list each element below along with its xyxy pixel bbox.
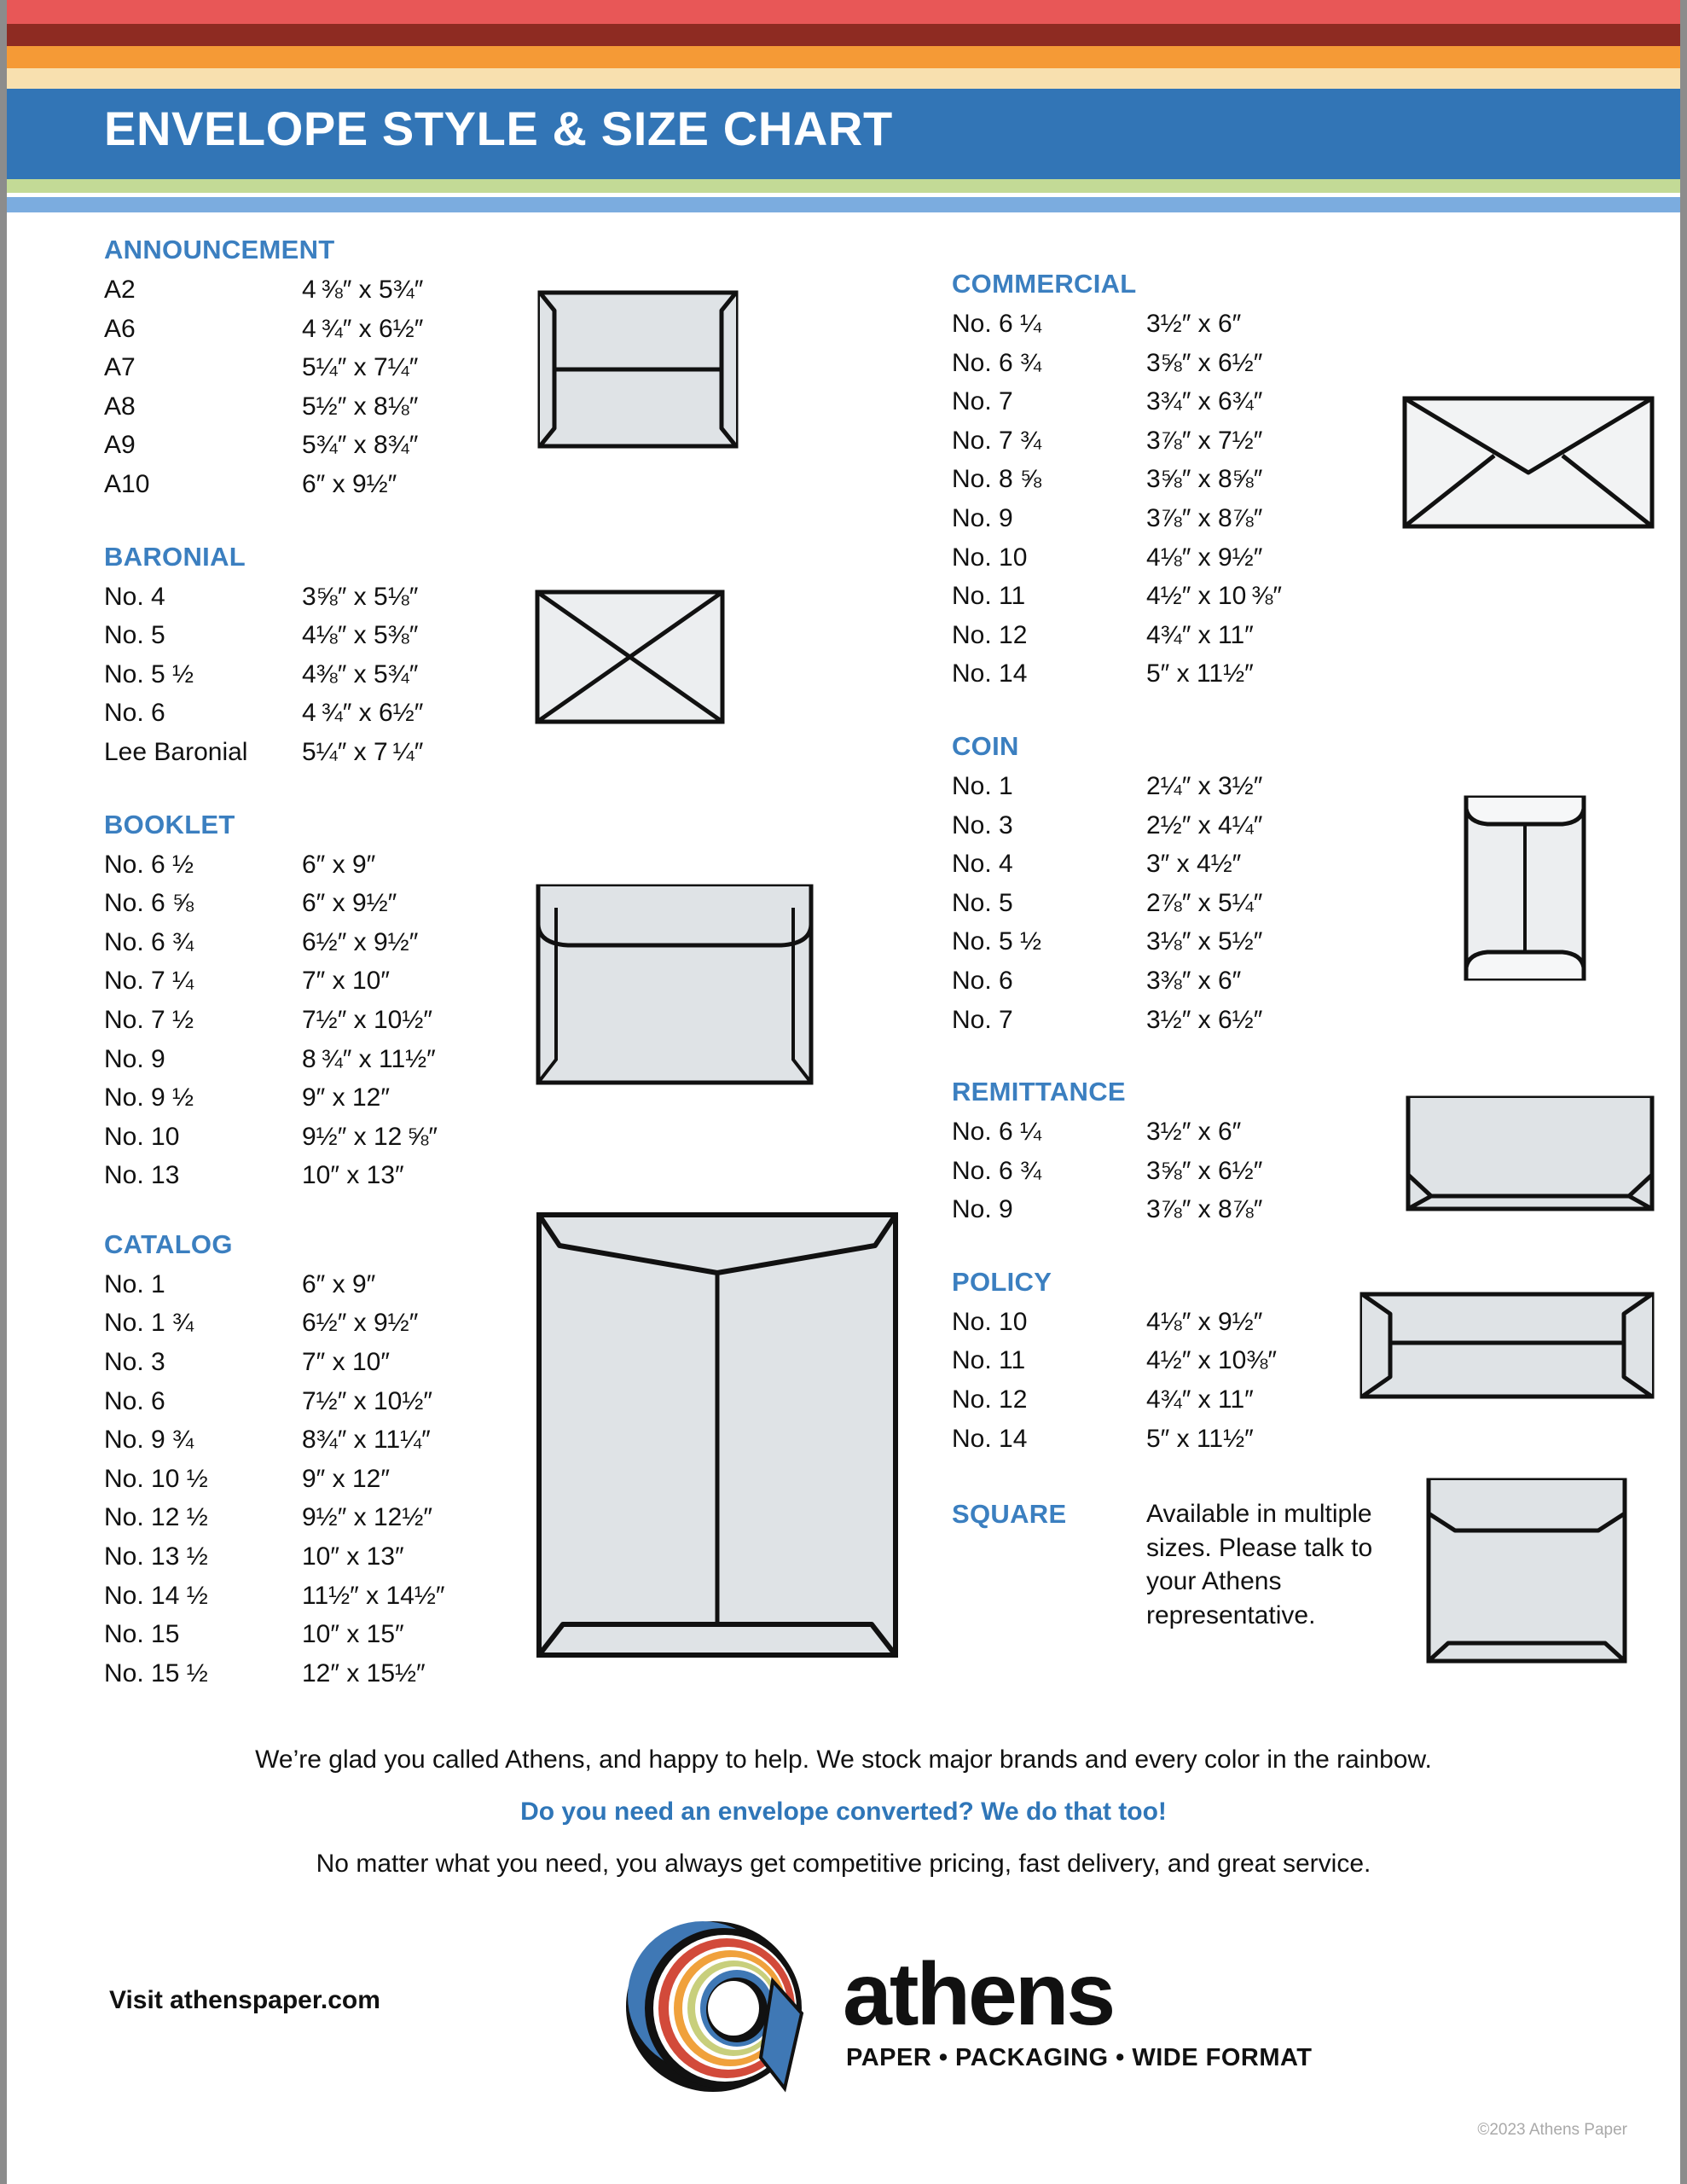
envelope-name: No. 13 ½: [104, 1542, 208, 1571]
table-row: [104, 1118, 838, 1157]
athens-logo: [619, 1916, 1313, 2100]
envelope-size: 5½″ x 8⅛″: [302, 392, 419, 421]
envelope-name: No. 7: [952, 387, 1013, 416]
envelope-name: No. 8 ⅝: [952, 465, 1042, 494]
envelope-name: A6: [104, 314, 136, 343]
envelope-name: No. 10: [952, 1307, 1028, 1336]
envelope-size: 7″ x 10″: [302, 967, 390, 996]
envelope-name: No. 7 ¾: [952, 426, 1042, 455]
table-row: [104, 1156, 838, 1195]
envelope-name: No. 10: [104, 1122, 180, 1151]
envelope-name: A8: [104, 392, 136, 421]
envelope-size: 5″ x 11½″: [1146, 659, 1254, 688]
envelope-size: 3⅝″ x 6½″: [1146, 348, 1263, 377]
square-envelope-illustration: [1424, 1476, 1629, 1665]
envelope-size: 3⅞″ x 8⅞″: [1146, 1195, 1263, 1224]
footer-line-3: No matter what you need, you always get competitive pricing, fast delivery, and great service.: [316, 1850, 1371, 1878]
stripe-red: [7, 0, 1680, 24]
table-row: [104, 694, 838, 733]
square-envelope-svg: [1424, 1476, 1629, 1665]
section-title-booklet: BOOKLET: [104, 809, 235, 839]
stripe-maroon: [7, 24, 1680, 46]
page-title: ENVELOPE STYLE & SIZE CHART: [104, 102, 893, 155]
envelope-name: No. 6: [104, 1386, 165, 1415]
section-title-catalog: CATALOG: [104, 1228, 233, 1259]
envelope-name: No. 9: [952, 1195, 1013, 1224]
envelope-name: No. 6 ¾: [952, 1156, 1042, 1185]
envelope-name: No. 14: [952, 1424, 1028, 1453]
envelope-size: 6½″ x 9½″: [302, 927, 419, 956]
baronial-rows: [104, 578, 838, 772]
envelope-name: No. 1: [104, 1269, 165, 1298]
envelope-size: 5″ x 11½″: [1146, 1424, 1254, 1453]
envelope-name: No. 14 ½: [104, 1581, 208, 1610]
envelope-size: 4¾″ x 11″: [1146, 1385, 1254, 1414]
envelope-size: 6″ x 9½″: [302, 889, 397, 918]
envelope-name: No. 1: [952, 771, 1013, 800]
athens-wordmark: athens: [843, 1945, 1114, 2044]
baronial-envelope-illustration: [534, 589, 726, 725]
envelope-size: 8¾″ x 11¼″: [302, 1426, 431, 1455]
envelope-size: 3½″ x 6″: [1146, 1118, 1242, 1147]
table-row: [952, 616, 1668, 655]
envelope-size: 3⅞″ x 8⅞″: [1146, 503, 1263, 532]
envelope-size: 4 ¾″ x 6½″: [302, 699, 424, 728]
table-row: [952, 538, 1668, 578]
policy-envelope-illustration: [1358, 1290, 1656, 1401]
stripe-green: [7, 179, 1680, 193]
catalog-envelope-svg: [534, 1210, 901, 1660]
envelope-size: 9½″ x 12½″: [302, 1503, 433, 1532]
envelope-size: 10″ x 15″: [302, 1620, 404, 1649]
envelope-name: No. 6 ¾: [952, 348, 1042, 377]
envelope-size: 9″ x 12″: [302, 1464, 390, 1493]
envelope-name: No. 6 ½: [104, 850, 194, 879]
table-row: [952, 344, 1668, 383]
envelope-size: 2½″ x 4¼″: [1146, 810, 1263, 839]
envelope-name: No. 3: [952, 810, 1013, 839]
coin-envelope-svg: [1462, 793, 1588, 983]
envelope-size: 10″ x 13″: [302, 1161, 404, 1190]
envelope-name: A10: [104, 469, 150, 498]
envelope-size: 3⅜″ x 6″: [1146, 966, 1242, 995]
envelope-size: 2⅞″ x 5¼″: [1146, 888, 1263, 917]
envelope-name: No. 9: [104, 1044, 165, 1073]
envelope-size: 5¼″ x 7¼″: [302, 353, 419, 382]
announcement-envelope-illustration: [536, 288, 740, 450]
table-row: [104, 616, 838, 655]
envelope-size: 4⅜″ x 5¾″: [302, 659, 419, 688]
envelope-name: No. 12: [952, 620, 1028, 649]
envelope-size: 4⅛″ x 9½″: [1146, 1307, 1263, 1336]
envelope-name: A9: [104, 431, 136, 460]
envelope-name: No. 9: [952, 503, 1013, 532]
envelope-size: 5¼″ x 7 ¼″: [302, 737, 424, 766]
envelope-name: No. 12: [952, 1385, 1028, 1414]
envelope-size: 6″ x 9″: [302, 1269, 376, 1298]
announcement-envelope-svg: [536, 288, 740, 450]
policy-envelope-svg: [1358, 1290, 1656, 1401]
envelope-name: A2: [104, 276, 136, 304]
envelope-size: 11½″ x 14½″: [302, 1581, 445, 1610]
envelope-name: No. 11: [952, 582, 1026, 611]
envelope-name: No. 4: [104, 582, 165, 611]
table-row: [952, 577, 1668, 616]
athens-spiral-logo-icon: [619, 1918, 832, 2099]
footer-line-1: We’re glad you called Athens, and happy to help. We stock major brands and every color in the rainbow.: [255, 1745, 1432, 1774]
envelope-size: 4⅛″ x 5⅜″: [302, 621, 419, 650]
section-title-policy: POLICY: [952, 1266, 1052, 1297]
coin-envelope-illustration: [1462, 793, 1588, 983]
envelope-name: No. 7: [952, 1005, 1013, 1034]
envelope-size: 8 ¾″ x 11½″: [302, 1044, 436, 1073]
booklet-envelope-illustration: [534, 882, 815, 1087]
section-title-square: SQUARE: [952, 1499, 1067, 1530]
envelope-size: 12″ x 15½″: [302, 1658, 426, 1687]
stripe-light-blue: [7, 197, 1680, 212]
envelope-name: No. 5: [104, 621, 165, 650]
envelope-name: No. 7 ¼: [104, 967, 194, 996]
remittance-envelope-svg: [1404, 1094, 1656, 1213]
envelope-name: No. 6 ¾: [104, 927, 194, 956]
envelope-size: 3⅞″ x 7½″: [1146, 426, 1263, 455]
commercial-envelope-svg: [1400, 394, 1656, 531]
envelope-size: 3⅝″ x 8⅝″: [1146, 465, 1263, 494]
envelope-name: No. 15: [104, 1620, 180, 1649]
envelope-size: 10″ x 13″: [302, 1542, 404, 1571]
envelope-size: 4½″ x 10 ⅜″: [1146, 582, 1283, 611]
envelope-name: No. 10 ½: [104, 1464, 208, 1493]
envelope-size: 4 ¾″ x 6½″: [302, 314, 424, 343]
envelope-size: 2¼″ x 3½″: [1146, 771, 1263, 800]
envelope-name: No. 6: [952, 966, 1013, 995]
envelope-size: 4½″ x 10⅜″: [1146, 1346, 1278, 1375]
table-row: [104, 578, 838, 617]
envelope-name: Lee Baronial: [104, 737, 248, 766]
table-row: [104, 733, 838, 772]
table-row: [952, 305, 1668, 344]
envelope-name: No. 11: [952, 1346, 1026, 1375]
envelope-size: 6″ x 9″: [302, 850, 376, 879]
envelope-name: No. 5 ½: [952, 927, 1042, 956]
stripe-cream: [7, 68, 1680, 89]
copyright-notice: ©2023 Athens Paper: [1477, 2121, 1627, 2139]
footer-line-2-highlight: Do you need an envelope converted? We do that too!: [520, 1798, 1167, 1826]
envelope-name: No. 10: [952, 543, 1028, 572]
table-row: [104, 845, 838, 885]
envelope-name: No. 9 ¾: [104, 1426, 194, 1455]
envelope-name: No. 6 ¼: [952, 310, 1042, 338]
envelope-size: 7½″ x 10½″: [302, 1005, 433, 1034]
envelope-name: No. 5: [952, 888, 1013, 917]
envelope-size: 6″ x 9½″: [302, 469, 397, 498]
envelope-size: 5¾″ x 8¾″: [302, 431, 419, 460]
envelope-size: 4 ⅜″ x 5¾″: [302, 276, 424, 304]
square-availability-note: Available in multiple sizes. Please talk to your Athens representative.: [1146, 1500, 1373, 1630]
table-row: [952, 1420, 1668, 1459]
envelope-size: 3⅛″ x 5½″: [1146, 927, 1263, 956]
envelope-size: 7½″ x 10½″: [302, 1386, 433, 1415]
envelope-name: A7: [104, 353, 136, 382]
envelope-name: No. 4: [952, 850, 1013, 879]
section-title-remittance: REMITTANCE: [952, 1077, 1126, 1107]
envelope-size: 6½″ x 9½″: [302, 1309, 419, 1338]
envelope-size: 9½″ x 12 ⅝″: [302, 1122, 438, 1151]
envelope-size: 3¾″ x 6¾″: [1146, 387, 1263, 416]
envelope-size: 3½″ x 6″: [1146, 310, 1242, 338]
envelope-size: 4¾″ x 11″: [1146, 620, 1254, 649]
athens-tagline: PAPER • PACKAGING • WIDE FORMAT: [846, 2044, 1313, 2071]
section-title-baronial: BARONIAL: [104, 541, 246, 572]
envelope-name: No. 1 ¾: [104, 1309, 194, 1338]
envelope-size: 3⅝″ x 6½″: [1146, 1156, 1263, 1185]
section-title-commercial: COMMERCIAL: [952, 269, 1137, 299]
envelope-name: No. 15 ½: [104, 1658, 208, 1687]
envelope-name: No. 6 ⅝: [104, 889, 194, 918]
visit-website-text[interactable]: Visit athenspaper.com: [109, 1986, 380, 2014]
envelope-name: No. 12 ½: [104, 1503, 208, 1532]
table-row: [952, 1001, 1668, 1040]
baronial-envelope-svg: [534, 589, 726, 725]
envelope-size: 7″ x 10″: [302, 1348, 390, 1377]
table-row: [952, 654, 1668, 694]
table-row: [104, 655, 838, 694]
envelope-name: No. 9 ½: [104, 1083, 194, 1112]
envelope-name: No. 6: [104, 699, 165, 728]
stripe-orange: [7, 46, 1680, 68]
section-baronial: [104, 542, 838, 772]
envelope-name: No. 13: [104, 1161, 180, 1190]
section-title-announcement: ANNOUNCEMENT: [104, 235, 335, 264]
envelope-name: No. 7 ½: [104, 1005, 194, 1034]
booklet-envelope-svg: [534, 882, 815, 1087]
envelope-name: No. 14: [952, 659, 1028, 688]
section-title-coin: COIN: [952, 730, 1019, 761]
envelope-size: 3⅝″ x 5⅛″: [302, 582, 419, 611]
commercial-envelope-illustration: [1400, 394, 1656, 531]
catalog-envelope-illustration: [534, 1210, 901, 1660]
envelope-size: 3½″ x 6½″: [1146, 1005, 1263, 1034]
envelope-size: 3″ x 4½″: [1146, 850, 1242, 879]
remittance-envelope-illustration: [1404, 1094, 1656, 1213]
envelope-size: 9″ x 12″: [302, 1083, 390, 1112]
envelope-name: No. 6 ¼: [952, 1118, 1042, 1147]
envelope-size: 4⅛″ x 9½″: [1146, 543, 1263, 572]
envelope-name: No. 3: [104, 1348, 165, 1377]
table-row: [104, 465, 838, 504]
envelope-name: No. 5 ½: [104, 659, 194, 688]
